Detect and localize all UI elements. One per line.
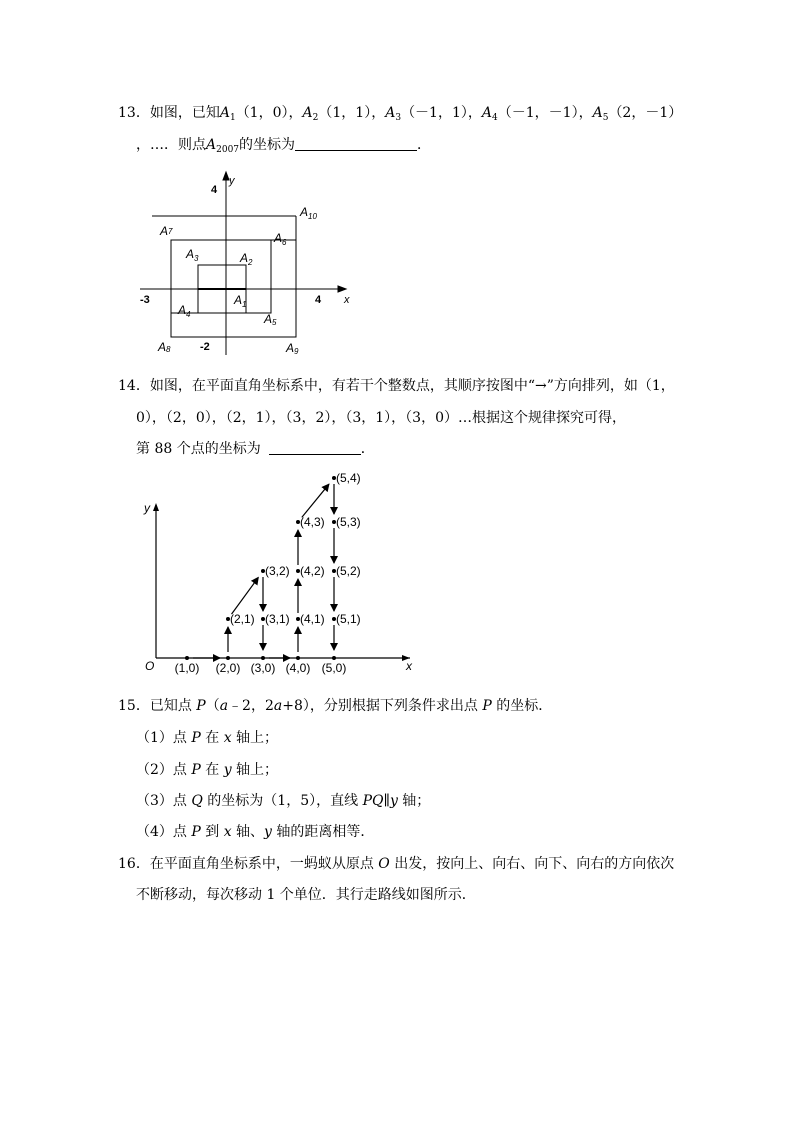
q15-number: 15． xyxy=(118,698,150,714)
text: 在平面直角坐标系中，一蚂蚁从原点 xyxy=(149,856,379,872)
var-a: a xyxy=(273,698,283,714)
origin-label: O xyxy=(145,659,155,673)
tick-top: 4 xyxy=(211,184,218,196)
q14-text-line1: 如图，在平面直角坐标系中，有若干个整数点，其顺序按图中“→”方向排列，如（1， xyxy=(149,378,675,394)
path-arrow xyxy=(232,577,259,614)
text: （1）点 xyxy=(136,730,192,746)
text: 轴、 xyxy=(231,824,265,840)
text: 轴上； xyxy=(231,730,279,746)
lattice-point xyxy=(185,656,189,660)
var: y xyxy=(264,824,272,840)
separator: ， xyxy=(467,105,482,121)
axis-y-label: y xyxy=(144,501,150,515)
label-a10: $A_{10}$ xyxy=(300,205,317,221)
text: （2）点 xyxy=(136,762,192,778)
text: ﹣2，2 xyxy=(228,698,274,714)
point-label: (5,2) xyxy=(336,564,361,578)
text: 的坐标为（1，5），直线 xyxy=(202,793,363,809)
point-coord: （1，0） xyxy=(235,105,289,121)
point-label: (4,0) xyxy=(285,661,311,675)
point-label: (4,1) xyxy=(300,612,325,626)
separator: ， xyxy=(288,105,303,121)
q13-line2-start: ，…．则点 xyxy=(136,137,206,153)
q13-line2-end: 的坐标为 xyxy=(239,137,296,153)
var: PQ xyxy=(362,793,384,809)
point-label: (4,2) xyxy=(300,564,325,578)
separator: ， xyxy=(371,105,386,121)
separator: ， xyxy=(578,105,593,121)
tick-right: 4 xyxy=(315,294,322,306)
var: Q xyxy=(191,793,203,809)
point-coord: （－1，－1） xyxy=(497,105,579,121)
text: +8），分别根据下列条件求出点 xyxy=(282,698,483,714)
point-sub: 5 xyxy=(602,113,609,123)
text: 已知点 xyxy=(149,698,197,714)
label-a9: A9 xyxy=(286,341,299,356)
q14-text-line3: 第 88 个点的坐标为 xyxy=(136,441,261,457)
point-label: (5,0) xyxy=(321,661,347,675)
point-label: (1,0) xyxy=(174,661,200,675)
text: ∥ xyxy=(383,793,390,809)
q15-cond4 xyxy=(136,823,374,841)
label-a4: $A_4$ xyxy=(178,303,191,319)
point-sub: 4 xyxy=(492,113,498,123)
point-sub: 2 xyxy=(312,113,319,123)
text: 轴； xyxy=(397,793,431,809)
q16-line2 xyxy=(136,886,476,904)
point-label: (5,1) xyxy=(336,612,361,626)
text: （ xyxy=(205,698,220,714)
tick-left: -3 xyxy=(140,294,150,306)
label-a3: $A_3$ xyxy=(186,247,199,263)
text: 在 xyxy=(200,762,224,778)
var-p: P xyxy=(196,698,206,714)
point-label: (5,4) xyxy=(336,471,361,485)
axis-x-label: x xyxy=(406,659,412,673)
lattice-point xyxy=(332,656,336,660)
point-label: (5,3) xyxy=(336,515,361,529)
period: ． xyxy=(360,441,375,457)
label-a6: $A_6$ xyxy=(274,231,287,247)
point-coord: （1，1） xyxy=(318,105,372,121)
label-a5: A5 xyxy=(264,312,277,327)
target-name: A xyxy=(206,137,217,153)
q15-cond3 xyxy=(136,792,430,810)
point-label: (4,3) xyxy=(300,515,325,529)
var: y xyxy=(389,793,398,809)
path-arrow xyxy=(302,484,329,517)
period: ． xyxy=(417,137,432,153)
q15-cond1 xyxy=(136,729,278,747)
text: 不断移动，每次移动 1 个单位．其行走路线如图所示． xyxy=(136,887,476,903)
point-name: A xyxy=(481,105,493,121)
point-label: (3,2) xyxy=(265,564,290,578)
q16-line1 xyxy=(118,855,674,873)
text: 轴上； xyxy=(231,762,279,778)
text: 在 xyxy=(200,730,224,746)
axis-x-label: x xyxy=(344,294,350,306)
label-a8: A8 xyxy=(158,340,171,354)
var: x xyxy=(223,730,232,746)
text: 到 xyxy=(200,824,224,840)
label-a7: A7 xyxy=(160,224,173,238)
point-name: A xyxy=(219,105,230,121)
q14-number: 14． xyxy=(118,378,150,394)
point-name: A xyxy=(592,105,603,121)
text: （3）点 xyxy=(136,793,192,809)
q15-cond2 xyxy=(136,761,278,779)
var-a: a xyxy=(219,698,229,714)
target-sub: 2007 xyxy=(216,145,240,155)
lattice-point xyxy=(261,656,265,660)
point-sub: 1 xyxy=(229,113,236,123)
y-arrow-icon xyxy=(153,503,159,511)
point-label: (3,0) xyxy=(250,661,276,675)
var: x xyxy=(223,824,232,840)
lattice-point xyxy=(296,656,300,660)
tick-bottom: -2 xyxy=(200,341,210,353)
q13-intro: 如图，已知 xyxy=(149,105,220,121)
text: （4）点 xyxy=(136,824,192,840)
var-p: P xyxy=(482,698,492,714)
text: 的坐标． xyxy=(491,698,553,714)
var: P xyxy=(191,762,201,778)
text: 轴的距离相等． xyxy=(271,824,375,840)
q15-line1 xyxy=(118,697,552,715)
text: 出发，按向上、向右、向下、向右的方向依次 xyxy=(389,856,675,872)
var-o: O xyxy=(378,856,390,872)
point-coord: （2，－1） xyxy=(608,105,683,121)
axis-y-label: y xyxy=(229,175,235,187)
var: P xyxy=(191,824,201,840)
var: y xyxy=(223,762,232,778)
point-name: A xyxy=(302,105,313,121)
lattice-point xyxy=(226,656,230,660)
point-name: A xyxy=(385,105,396,121)
point-sub: 3 xyxy=(395,113,402,123)
point-label: (3,1) xyxy=(265,612,290,626)
point-coord: （－1，1） xyxy=(401,105,468,121)
q16-number: 16． xyxy=(118,856,150,872)
label-a2: $A_2$ xyxy=(240,251,253,267)
label-a1: $A_1$ xyxy=(234,293,247,309)
var: P xyxy=(191,730,201,746)
point-label: (2,1) xyxy=(230,612,255,626)
q13-number: 13． xyxy=(118,105,150,121)
q14-text-line2: 0），（2，0），（2，1），（3，2），（3，1），（3，0）…根据这个规律探究可得， xyxy=(136,410,626,426)
point-label: (2,0) xyxy=(215,661,241,675)
